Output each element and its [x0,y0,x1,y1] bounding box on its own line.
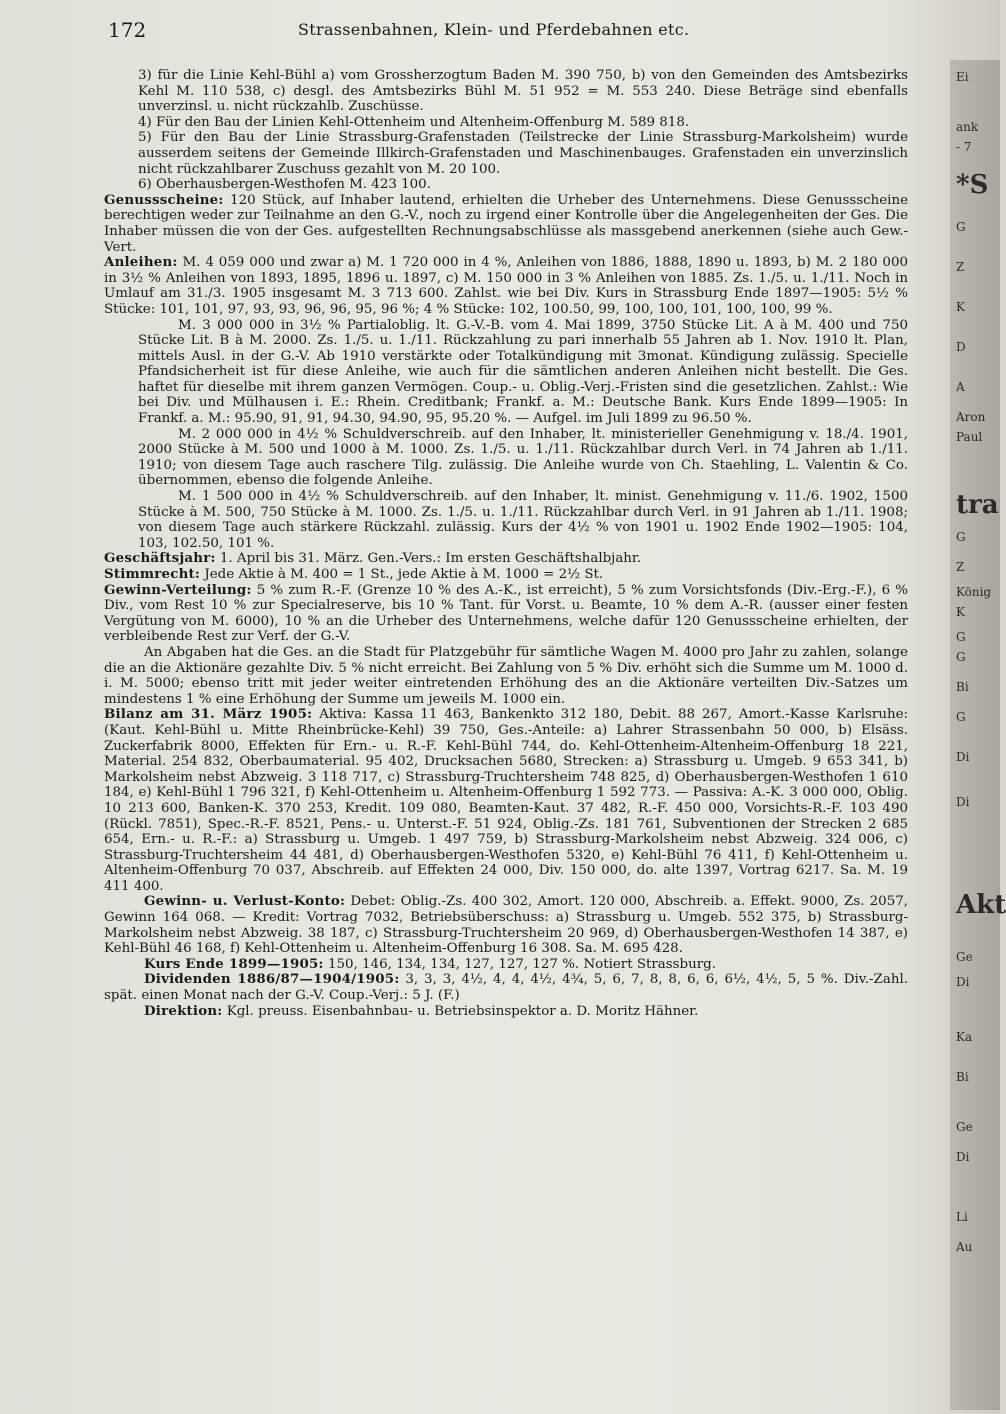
running-head: Strassenbahnen, Klein- und Pferdebahnen etc. [298,20,690,39]
paragraph [104,583,908,645]
paragraph-text: 3) für die Linie Kehl-Bühl a) vom Grossherzogtum Baden M. 390 750, b) von den Gemeinden des Amtsbezirks Kehl M. 110 538, c) desgl. des Amtsbezirks Bühl M. 51 952 = M. 553 240. Diese Beträge sind ebenfalls unverzinsl. u. nicht rückzahlb. Zuschüsse. [138,68,908,115]
paragraph-text: 5 % zum R.-F. (Grenze 10 % des A.-K., ist erreicht), 5 % zum Vorsichtsfonds (Div.-Erg.-F.), 6 % Div., vom Rest 10 % zur Specialreserve, bis 10 % Tant. für Vorst. u. Beamte, 10 % dem A.-R. (ausser einer festen Vergütung von M. 6000), 10 % an die Urheber des Unternehmens, welche dafür 120 Genussscheine erhielten, der verbleibende Rest zur Verf. der G.-V. [104,582,908,645]
paragraph [104,957,908,973]
section-label: Geschäftsjahr: [104,550,216,567]
adjacent-fragment: - 7 [956,140,972,154]
page-number: 172 [108,18,147,42]
adjacent-fragment: Di [956,795,970,809]
adjacent-fragment: Ge [956,950,973,964]
section-label: Kurs Ende 1899—1905: [144,955,324,972]
adjacent-fragment: G [956,220,966,234]
adjacent-fragment: Di [956,1150,970,1164]
adjacent-fragment: Bi [956,1070,969,1084]
adjacent-fragment: G [956,630,966,644]
paragraph [104,193,908,255]
adjacent-fragment: Z [956,560,965,574]
paragraph [104,255,908,317]
paragraph [104,972,908,1003]
adjacent-fragment: Paul [956,430,983,444]
adjacent-fragment: Bi [956,680,969,694]
paragraph-text: 4) Für den Bau der Linien Kehl-Ottenheim und Altenheim-Offenburg M. 589 818. [138,114,690,130]
adjacent-fragment: Akt [956,890,1006,920]
adjacent-fragment: König [956,585,992,599]
paragraph-text: Kgl. preuss. Eisenbahnbau- u. Betriebsinspektor a. D. Moritz Hähner. [222,1003,699,1019]
paragraph [104,68,908,115]
paragraph-text: M. 4 059 000 und zwar a) M. 1 720 000 in 4 %, Anleihen von 1886, 1888, 1890 u. 1893, b) M. 2 180 000 in 3½ % Anleihen von 1893, 1895, 1896 u. 1897, c) M. 150 000 in 3 % Anleihen von 1885. Zs. 1./5. u. 1./11. Noch in Umlauf am 31./3. 1905 insgesamt M. 3 713 600. Zahlst. wie bei Div. Kurs in Strassburg Ende 1897—1905: 5½ % Stücke: 101, 101, 97, 93, 93, 96, 96, 95, 96 %; 4 % Stücke: 102, 100.50, 99, 100, 100, 101, 100, 100, 99 %. [104,255,908,317]
paragraph-text: 1. April bis 31. März. Gen.-Vers.: Im ersten Geschäftshalbjahr. [215,551,642,567]
adjacent-fragment: A [956,380,965,394]
adjacent-fragment: G [956,650,966,664]
adjacent-fragment: Di [956,975,970,989]
section-label: Stimmrecht: [104,566,201,582]
paragraph-text: An Abgaben hat die Ges. an die Stadt für Platzgebühr für sämtliche Wagen M. 4000 pro Jahr zu zahlen, solange die an die Aktionäre gezahlte Div. 5 % nicht erreicht. Bei Zahlung von 5 % Div. erhöht sich die Summe um M. 1000 d. i. M. 5000; ebenso tritt mit jeder weiter eintretenden Erhöhung des an die Aktionäre verteilten Div.-Satzes um mindestens 1 % eine Erhöhung der Summe um jeweils M. 1000 ein. [104,644,908,707]
section-label: Anleihen: [104,254,178,271]
paragraph [104,707,908,894]
section-label: Direktion: [144,1002,223,1019]
paragraph-text: M. 2 000 000 in 4½ % Schuldverschreib. auf den Inhaber, lt. ministerieller Genehmigung v. 18./4. 1901, 2000 Stücke à M. 500 und 1000 à M. 1000. Zs. 1./5. u. 1./11. Rückzahlbar durch Verl. in 74 Jahren ab 1./11. 1910; von diesem Tage auch raschere Tilg. zulässig. Die Anleihe wurde von Ch. Staehling, L. Valentin & Co. übernommen, ebenso die folgende Anleihe. [138,426,908,489]
adjacent-fragment: D [956,340,966,354]
paragraph [104,551,908,567]
paragraph-text: M. 3 000 000 in 3½ % Partialoblig. lt. G.-V.-B. vom 4. Mai 1899, 3750 Stücke Lit. A à M. 400 und 750 Stücke Lit. B à M. 2000. Zs. 1./5. u. 1./11. Rückzahlung zu pari innerhalb 55 Jahren ab 1. Nov. 1910 lt. Plan, mittels Ausl. in der G.-V. Ab 1910 verstärkte oder Totalkündigung mit 3monat. Kündigung zulässig. Specielle Pfandsicherheit ist für diese Anleihe, wie auch für die sämtlichen anderen Anleihen nicht bestellt. Die Ges. haftet für dieselbe mit ihrem ganzen Vermögen. Coup.- u. Oblig.-Verj.-Fristen sind die gesetzlichen. Zahlst.: Wie bei Div. und Mülhausen i. E.: Rhein. Creditbank; Frankf. a. M.: Deutsche Bank. Kurs Ende 1899—1905: In Frankf. a. M.: 95.90, 91, 91, 94.30, 94.90, 95, 95.20 %. — Aufgel. im Juli 1899 zu 96.50 %. [138,317,908,427]
adjacent-fragment: *S [956,170,989,200]
adjacent-fragment: Aron [956,410,986,424]
adjacent-fragment: Ka [956,1030,973,1044]
adjacent-fragment: Z [956,260,965,274]
section-label: Gewinn-Verteilung: [104,581,252,598]
paragraph [104,318,908,427]
adjacent-page-edge [950,60,1006,1410]
paragraph [104,489,908,551]
adjacent-fragment: G [956,710,966,724]
adjacent-fragment: Au [956,1240,973,1254]
adjacent-fragment: K [956,605,965,619]
adjacent-fragment: G [956,530,966,544]
page-header [108,18,908,44]
paragraph-text: M. 1 500 000 in 4½ % Schuldverschreib. auf den Inhaber, lt. minist. Genehmigung v. 11./6. 1902, 1500 Stücke à M. 500, 750 Stücke à M. 1000. Zs. 1./5. u. 1./11. Rückzahlbar durch Verl. in 91 Jahren ab 1./11. 1908; von diesem Tage auch stärkere Rückzahl. zulässig. Kurs der 4½ % von 1901 u. 1902 Ende 1902—1905: 104, 103, 102.50, 101 %. [138,489,908,551]
paragraph [104,645,908,707]
paragraph [104,894,908,956]
article-body [104,68,908,1019]
adjacent-fragment: tra [956,490,999,520]
adjacent-fragment: Ge [956,1120,973,1134]
paragraph [104,567,908,583]
section-label: Gewinn- u. Verlust-Konto: [144,893,346,910]
section-label: Bilanz am 31. März 1905: [104,706,313,723]
paragraph-text: 150, 146, 134, 134, 127, 127, 127 %. Notiert Strassburg. [323,956,716,972]
adjacent-fragment: Ei [956,70,969,84]
paragraph [104,427,908,489]
adjacent-fragment: K [956,300,965,314]
adjacent-fragment: Li [956,1210,968,1224]
adjacent-fragment: Di [956,750,970,764]
paragraph-text: 3, 3, 3, 4½, 4, 4, 4½, 4¾, 5, 6, 7, 8, 8, 6, 6, 6½, 4½, 5, 5 %. Div.-Zahl. spät. einen Monat nach der G.-V. Coup.-Verj.: 5 J. (F.) [104,972,908,1004]
paragraph [104,177,908,193]
paragraph-text: 6) Oberhausbergen-Westhofen M. 423 100. [138,177,431,193]
paragraph-text: Debet: Oblig.-Zs. 400 302, Amort. 120 000, Abschreib. a. Effekt. 9000, Zs. 2057, Gewinn 164 068. — Kredit: Vortrag 7032, Betriebsüberschuss: a) Strassburg u. Umgeb. 552 375, b) Strassburg-Markolsheim nebst Abzweig. 38 187, c) Strassburg-Truchtersheim 20 969, d) Oberhausbergen-Westhofen 14 387, e) Kehl-Bühl 46 168, f) Kehl-Ottenheim u. Altenheim-Offenburg 16 308. Sa. M. 695 428. [104,894,908,957]
paragraph-text: 120 Stück, auf Inhaber lautend, erhielten die Urheber des Unternehmens. Diese Genussscheine berechtigen weder zur Teilnahme an den G.-V., noch zu irgend einer Kontrolle über die Angelegenheiten der Ges. Die Inhaber müssen die von der Ges. aufgestellten Rechnungsabschlüsse als massgebend anerkennen (siehe auch Gew.-Vert. [104,192,908,255]
paragraph [104,115,908,131]
paragraph [104,1004,908,1020]
adjacent-fragment: ank [956,120,979,134]
section-label: Genussscheine: [104,191,224,208]
section-label: Dividenden 1886/87—1904/1905: [144,971,400,988]
paragraph-text: Aktiva: Kassa 11 463, Bankenkto 312 180, Debit. 88 267, Amort.-Kasse Karlsruhe: (Kaut. Kehl-Bühl u. Mitte Rheinbrücke-Kehl) 39 750, Ges.-Anteile: a) Lahrer Strassenbahn 50 000, b) Elsäss. Zuckerfabrik 8000, Effekten für Ern.- u. R.-F. Kehl-Bühl 744, do. Kehl-Ottenheim-Altenheim-Offenburg 18 221, Material. 254 832, Oberbaumaterial. 95 402, Drucksachen 5680, Strecken: a) Strassburg u. Umgeb. 9 653 341, b) Markolsheim nebst Abzweig. 3 118 717, c) Strassburg-Truchtersheim 748 825, d) Oberhausbergen-Westhofen 1 610 184, e) Kehl-Bühl 1 796 321, f) Kehl-Ottenheim u. Altenheim-Offenburg 1 592 773. — Passiva: A.-K. 3 000 000, Oblig. 10 213 600, Banken-K. 370 253, Kredit. 109 080, Beamten-Kaut. 37 482, R.-F. 450 000, Vorsichts-R.-F. 103 490 (Rückl. 7851), Spec.-R.-F. 8521, Pens.- u. Unterst.-F. 51 924, Oblig.-Zs. 181 761, Subventionen der Strecken 2 685 654, Ern.- u. R.-F.: a) Strassburg u. Umgeb. 1 497 759, b) Strassburg-Markolsheim nebst Abzweig. 324 006, c) Strassburg-Truchtersheim 44 481, d) Oberhausbergen-Westhofen 5320, e) Kehl-Bühl 76 411, f) Kehl-Ottenheim u. Altenheim-Offenburg 70 037, Abschreib. auf Effekten 24 000, Div. 150 000, do. alte 1397, Vortrag 6217. Sa. M. 19 411 400. [104,707,908,894]
paragraph-text: 5) Für den Bau der Linie Strassburg-Grafenstaden (Teilstrecke der Linie Strassburg-Markolsheim) wurde ausserdem seitens der Gemeinde Illkirch-Grafenstaden und Maschinenbauges. Grafenstaden ein unverzinslich nicht rückzahlbarer Zuschuss gezahlt von M. 20 100. [138,130,908,177]
paragraph-text: Jede Aktie à M. 400 = 1 St., jede Aktie à M. 1000 = 2½ St. [200,567,604,582]
paragraph [104,130,908,177]
